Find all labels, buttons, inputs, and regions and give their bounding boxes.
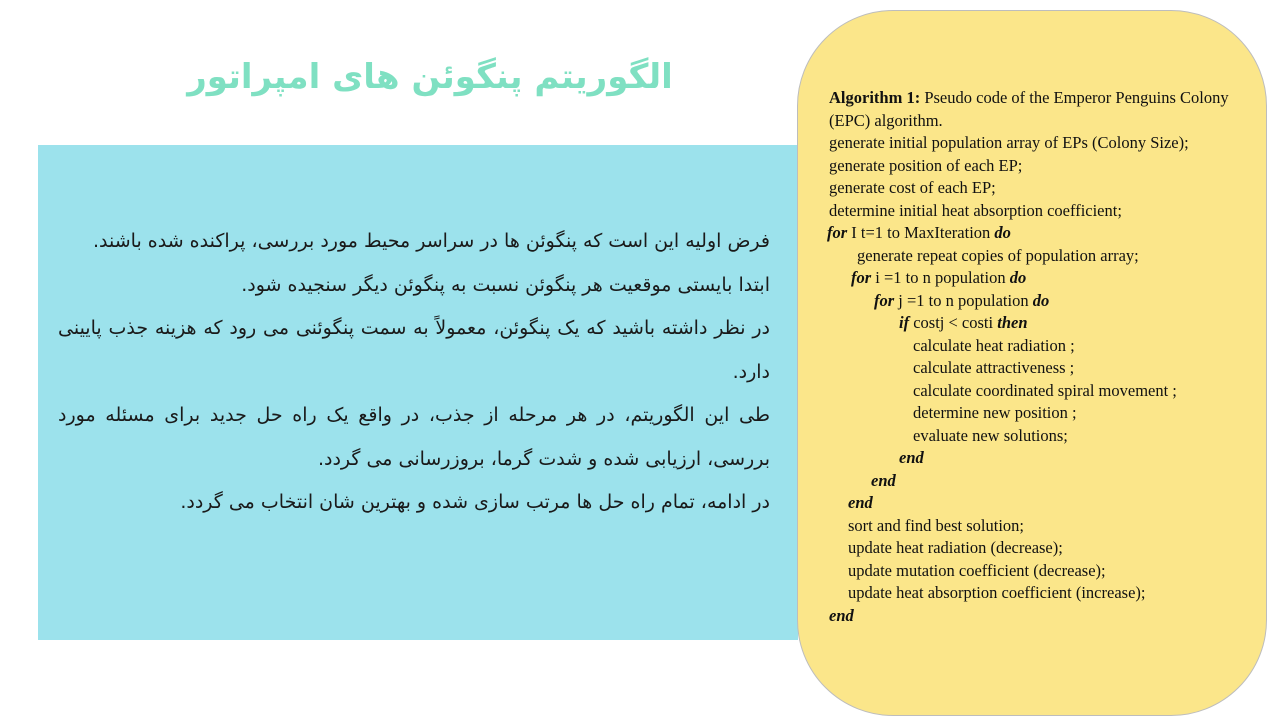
algo-line: evaluate new solutions; — [913, 425, 1068, 445]
keyword-for: for — [851, 268, 872, 287]
algorithm-pseudocode — [829, 87, 1239, 627]
algo-line: update mutation coefficient (decrease); — [848, 560, 1106, 580]
algo-line: generate initial population array of EPs (Colony Size); — [829, 133, 1189, 152]
paragraph-5: در ادامه، تمام راه حل ها مرتب سازی شده و بهترین شان انتخاب می گردد. — [180, 491, 770, 513]
paragraph-3: در نظر داشته باشید که یک پنگوئن، معمولاً به سمت پنگوئنی می رود که هزینه جذب پایینی دارد. — [58, 317, 770, 383]
keyword-end: end — [848, 493, 873, 512]
slide-title: الگوریتم پنگوئن های امپراتور — [187, 57, 673, 97]
algo-line: determine initial heat absorption coefficient; — [829, 200, 1122, 220]
algorithm-heading — [829, 87, 1239, 132]
algo-line — [829, 267, 1239, 290]
algo-line: update heat radiation (decrease); — [848, 538, 1063, 557]
algo-line: generate cost of each EP; — [829, 178, 996, 197]
algo-line-text: j =1 to n population — [894, 290, 1033, 310]
paragraph-4: طی این الگوریتم، در هر مرحله از جذب، در واقع یک راه حل جدید برای مسئله مورد بررسی، ارزیابی شده و شدت گرما، بروزرسانی می گردد. — [58, 404, 770, 470]
algo-line-text: i =1 to n population — [871, 268, 1010, 287]
algo-line: calculate heat radiation ; — [913, 335, 1075, 355]
keyword-do: do — [1009, 268, 1027, 287]
keyword-for: for — [874, 290, 895, 310]
algo-line-text: costj < costi — [909, 313, 998, 332]
keyword-for: for — [827, 223, 848, 242]
algo-line: generate position of each EP; — [829, 155, 1023, 175]
body-text — [58, 220, 770, 525]
algo-line — [827, 222, 1239, 245]
algorithm-heading-text: Pseudo code of the Emperor Penguins Colony (EPC) algorithm. — [829, 88, 1229, 130]
keyword-end: end — [829, 605, 854, 625]
algo-line: sort and find best solution; — [848, 515, 1024, 535]
paragraph-2: ابتدا بایستی موقعیت هر پنگوئن نسبت به پنگوئن دیگر سنجیده شود. — [241, 273, 770, 296]
algo-line: calculate coordinated spiral movement ; — [913, 380, 1177, 400]
algo-line: generate repeat copies of population array; — [857, 245, 1139, 265]
keyword-do: do — [994, 223, 1011, 242]
algorithm-box — [797, 10, 1267, 716]
algo-line: determine new position ; — [913, 403, 1077, 422]
keyword-then: then — [997, 313, 1028, 332]
algo-line — [829, 312, 1239, 335]
algo-line — [829, 290, 1239, 313]
keyword-if: if — [899, 313, 910, 332]
keyword-end: end — [871, 470, 896, 490]
algo-line: update heat absorption coefficient (increase); — [848, 583, 1146, 602]
paragraph-1: فرض اولیه این است که پنگوئن ها در سراسر محیط مورد بررسی، پراکنده شده باشند. — [92, 230, 770, 252]
algo-line-text: I t=1 to MaxIteration — [847, 223, 995, 242]
keyword-do: do — [1032, 290, 1050, 310]
algo-line: calculate attractiveness ; — [913, 358, 1075, 377]
algorithm-heading-label: Algorithm 1: — [829, 88, 921, 107]
keyword-end: end — [899, 448, 924, 467]
